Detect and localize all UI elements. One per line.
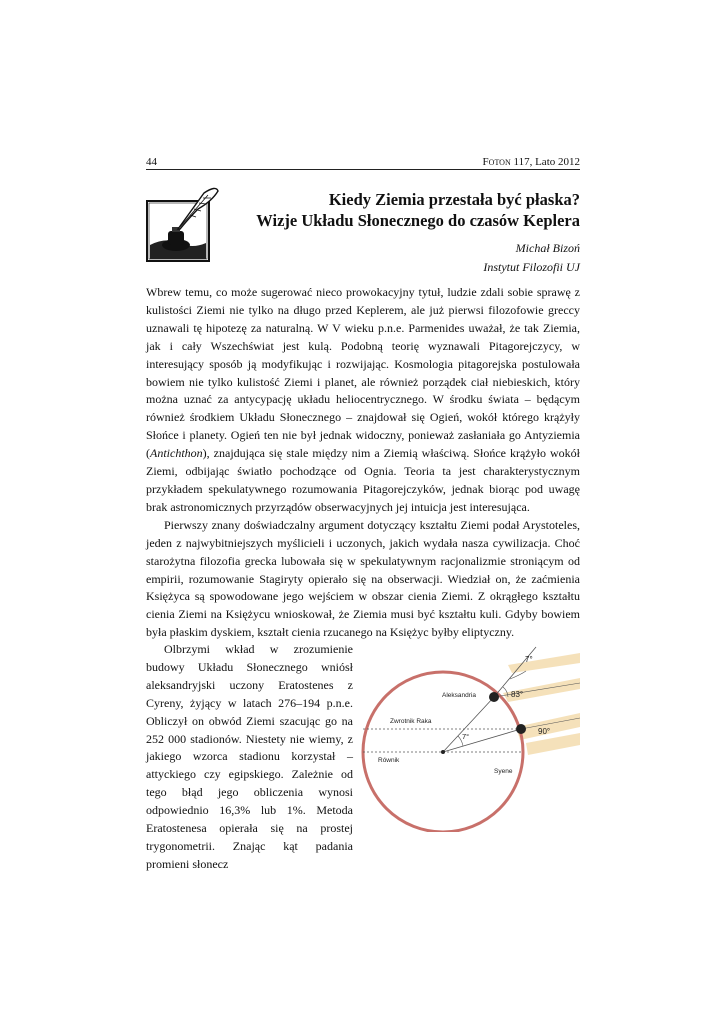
label-angle-90: 90° [538,727,551,736]
p1-text-b: ), znajdująca się stale między nim a Ziemią właściwą. Słońce krążyło wokół Ziemi, odbijając światło pochodzące od Ognia. Teoria ta jest charakterystycznym przykładem spekulatywnego rozumowania Pitagorejczyków, jednak biorąc pod uwagę brak astronomicznych przyrządów obserwacyjnych jej intuicja jest interesująca. [146,446,580,514]
p1-italic-term: Antichthon [150,446,203,461]
sun-rays [503,653,580,755]
earth-center [441,750,445,754]
journal-info [483,155,580,169]
p1-text-a: Wbrew temu, co może sugerować nieco prowokacyjny tytuł, ludzie zdali sobie sprawę z kulistości Ziemi nie tylko na długo przed Keplerem, ale już pierwsi filozofowie greccy uznawali tę hipotezę za naturalną. W V wieku p.n.e. Parmenides uważał, że tak Ziemia, jak i cały Wszechświat jest kulą. Podobną teorię wyznawali Pitagorejczycy, w interesujący sposób ją modyfikując i rozwijając. Kosmologia pitagorejska postulowała bowiem nie tylko kulistość Ziemi i planet, ale również porządek ciał niebieskich, który można uznać za antycypację układu heliocentrycznego. W środku świata – będącym również środkiem Układu Słonecznego – znajdował się Ogień, wokół którego krążyły Słońce i planety. Ogień ten nie był jednak widoczny, ponieważ zasłaniała go Antyziemia ( [146,285,580,461]
radius-alexandria [443,697,494,752]
article-title [200,189,580,231]
alexandria-marker [489,692,499,702]
author-name: Michał Bizoń [515,241,580,255]
label-zwrotnik: Zwrotnik Raka [390,718,432,725]
label-angle-83: 83° [511,690,524,699]
paragraph-2: Pierwszy znany doświadczalny argument dotyczący kształtu Ziemi podał Arystoteles, jeden z najwybitniejszych myślicieli i uczonych, jakich wydała nasza cywilizacja. Choć starożytna filozofia grecka lubowała się w spekulatywnym racjonalizmie stroniącym od empirii, rozumowanie Stagiryty opierało się na obserwacji. Wiedział on, że zaćmienia Księżyca są spowodowane jego wejściem w obszar cienia Ziemi. Z okrągłego kształtu cienia Ziemi na Księżycu wnioskował, że Ziemia musi być kształtu kuli. Gdyby bowiem była płaskim dyskiem, kształt cienia rzucanego na Księżyc byłby eliptyczny. [146,517,580,640]
paragraph-1 [146,284,580,517]
eratosthenes-figure [358,645,580,832]
title-line-1: Kiedy Ziemia przestała być płaska? [328,190,580,209]
journal-issue: 117, Lato 2012 [510,156,580,168]
label-syene: Syene [494,768,513,775]
journal-name: Foton [482,156,511,168]
article-body [146,284,580,642]
wrapped-text-column [146,641,353,874]
running-header [146,155,580,170]
paragraph-3: Olbrzymi wkład w zrozumienie budowy Układu Słonecznego wniósł aleksandryjski uczony Eratostenes z Cyreny, żyjący w latach 276–194 p.n.e. Obliczył on obwód Ziemi szacując go na 252 000 stadionów. Niestety nie wiemy, z jakiego wzorca stadionu korzystał – attyckiego czy egipskiego. Zależnie od tego błąd jego obliczenia wynosi odpowiednio 16,3% lub 1%. Metoda Eratostenesa opierała się na prostej trygonometrii. Znając kąt padania promieni słonecz [146,642,353,871]
author-block [280,239,580,277]
label-angle-top: 7° [525,655,533,664]
label-rownik: Równik [378,757,400,764]
radius-syene [443,729,521,752]
label-aleksandria: Aleksandria [442,692,476,699]
label-angle-center: 7° [462,732,470,741]
title-line-2: Wizje Układu Słonecznego do czasów Keplera [256,211,580,230]
author-affiliation: Instytut Filozofii UJ [483,260,580,274]
page-number: 44 [146,156,157,168]
syene-marker [516,724,526,734]
